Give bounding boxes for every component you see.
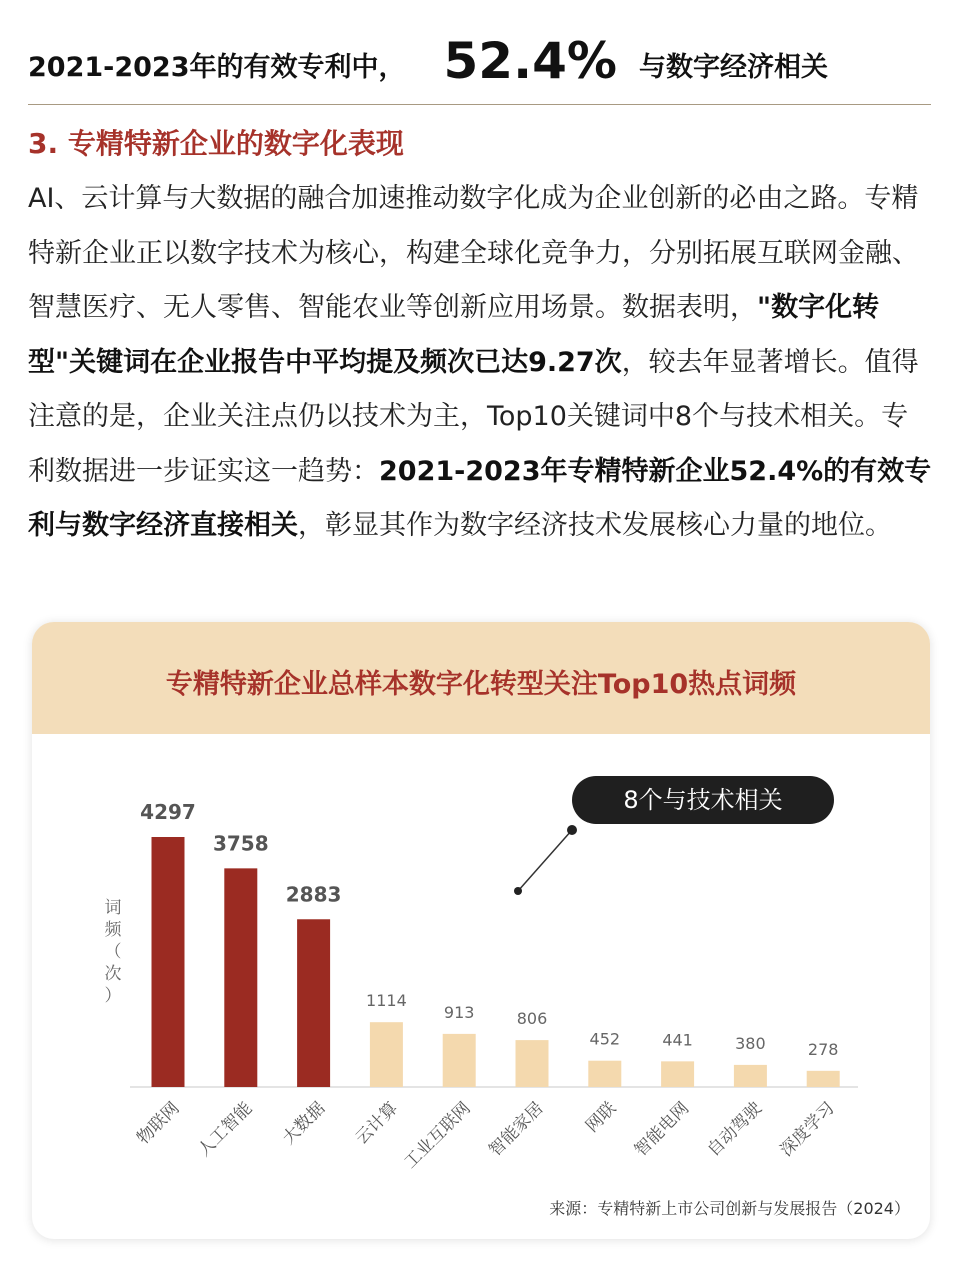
divider <box>28 104 931 105</box>
section-title: 3. 专精特新企业的数字化表现 <box>28 127 404 160</box>
category-label-1: 物联网 <box>133 1098 184 1149</box>
bar-value-label-4: 1114 <box>366 991 407 1011</box>
y-axis-label: 词 频 （ 次 ） <box>104 898 122 1006</box>
body-text-3: ，彰显其作为数字经济技术发展核心力量的地位。 <box>298 510 892 541</box>
bar-7 <box>588 1061 621 1087</box>
bar-value-label-10: 278 <box>807 1039 839 1059</box>
category-label-8: 智能电网 <box>630 1098 694 1161</box>
headline-percentage: 52.4% <box>443 32 617 90</box>
category-label-9: 自动驾驶 <box>703 1098 766 1161</box>
bar-3 <box>297 919 330 1087</box>
callout-dot <box>567 825 577 835</box>
bar-value-label-2: 3758 <box>212 831 269 856</box>
headline-text-2: 与数字经济相关 <box>638 52 828 83</box>
body-bold-2: 2021-2023年专精特新企业52.4%的有效专利与数字经济直接相关 <box>28 455 932 541</box>
category-label-4: 云计算 <box>351 1098 402 1149</box>
bar-1 <box>152 837 185 1087</box>
bar-4 <box>370 1022 403 1087</box>
bar-chart <box>32 622 930 1239</box>
category-label-2: 人工智能 <box>194 1098 257 1161</box>
category-label-7: 网联 <box>582 1098 621 1137</box>
bar-6 <box>516 1040 549 1087</box>
body-text-1: AI、云计算与大数据的融合加速推动数字化成为企业创新的必由之路。专精特新企业正以数字技术为核心，构建全球化竞争力，分别拓展互联网金融、智慧医疗、无人零售、智能农业等创新应用场景。数据表明， <box>28 183 919 323</box>
bar-value-label-6: 806 <box>516 1009 548 1029</box>
bar-10 <box>807 1071 840 1087</box>
category-label-6: 智能家居 <box>485 1098 548 1161</box>
source-note: 来源：专精特新上市公司创新与发展报告（2024） <box>549 1199 910 1218</box>
bar-9 <box>734 1065 767 1087</box>
bar-value-label-5: 913 <box>443 1002 475 1022</box>
bar-value-label-1: 4297 <box>140 800 196 824</box>
chart-title: 专精特新企业总样本数字化转型关注Top10热点词频 <box>165 669 797 700</box>
bar-value-label-7: 452 <box>589 1029 621 1049</box>
bar-value-label-9: 380 <box>735 1033 766 1053</box>
callout-connector <box>518 830 572 891</box>
category-label-10: 深度学习 <box>776 1098 839 1161</box>
bar-value-label-3: 2883 <box>285 882 342 907</box>
callout-badge: 8个与技术相关 <box>572 776 834 824</box>
body-paragraph <box>28 172 933 554</box>
bar-value-label-8: 441 <box>662 1030 693 1050</box>
headline-text-1: 2021-2023年的有效专利中， <box>28 52 406 83</box>
bar-2 <box>224 868 257 1087</box>
bar-8 <box>661 1061 694 1087</box>
chart-card <box>32 622 930 1239</box>
category-label-3: 大数据 <box>278 1098 330 1149</box>
callout-dot <box>514 887 522 895</box>
bar-5 <box>443 1034 476 1087</box>
headline <box>28 22 828 92</box>
body-text-2: ，较去年显著增长。值得注意的是，企业关注点仍以技术为主，Top10关键词中8个与技术相关。专利数据进一步证实这一趋势： <box>28 346 919 487</box>
category-label-5: 工业互联网 <box>400 1098 475 1173</box>
body-bold-1: "数字化转型"关键词在企业报告中平均提及频次已达9.27次 <box>28 292 880 378</box>
